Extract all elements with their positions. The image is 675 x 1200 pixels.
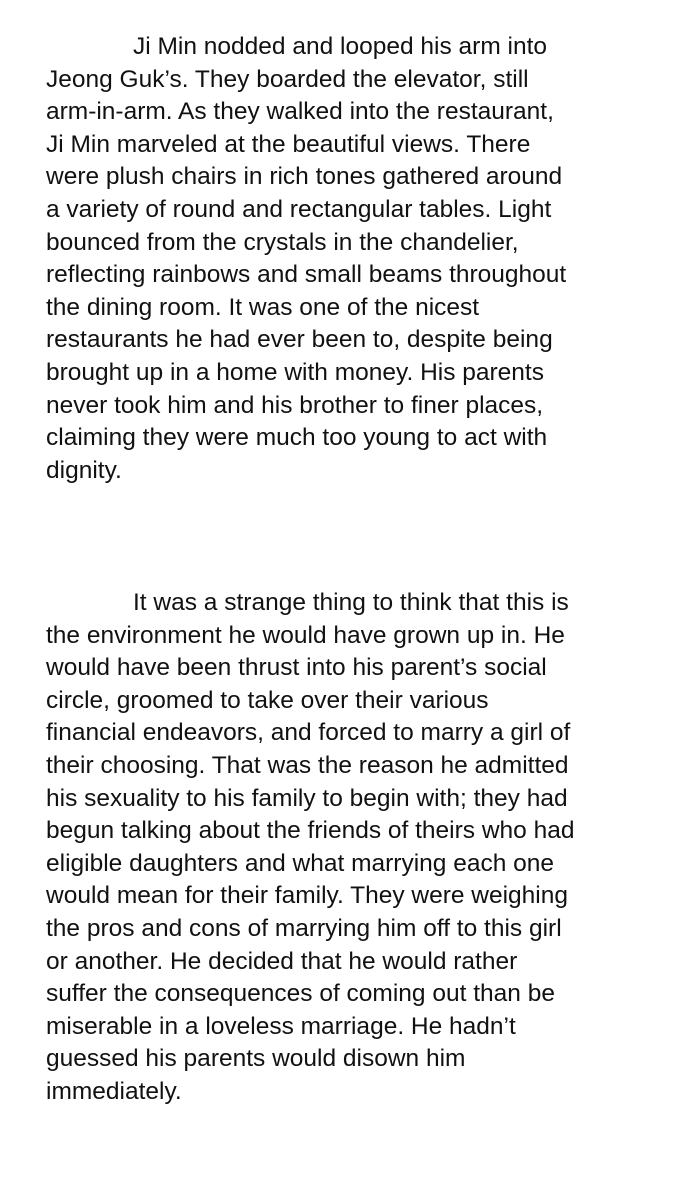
- text-line: the dining room. It was one of the nicest: [46, 293, 480, 321]
- text-line: financial endeavors, and forced to marry a girl of: [46, 719, 571, 747]
- text-line: would mean for their family. They were weighing: [46, 882, 569, 910]
- paragraph-1: [46, 31, 646, 487]
- text-line: guessed his parents would disown him: [46, 1045, 466, 1073]
- text-line: eligible daughters and what marrying each one: [46, 849, 555, 877]
- text-line: Ji Min marveled at the beautiful views. There: [46, 130, 531, 158]
- text-line: the pros and cons of marrying him off to this girl: [46, 914, 562, 942]
- paragraph-2: [46, 587, 646, 1109]
- text-line: his sexuality to his family to begin with; they had: [46, 784, 568, 812]
- text-line: arm-in-arm. As they walked into the restaurant,: [46, 98, 554, 126]
- text-line: reflecting rainbows and small beams throughout: [46, 261, 567, 289]
- text-line: bounced from the crystals in the chandelier,: [46, 228, 519, 256]
- text-line: suffer the consequences of coming out than be: [46, 980, 555, 1008]
- text-line: or another. He decided that he would rather: [46, 947, 518, 975]
- text-line: begun talking about the friends of theirs who had: [46, 817, 575, 845]
- text-line: would have been thrust into his parent’s social: [46, 654, 547, 682]
- text-line: circle, groomed to take over their various: [46, 686, 489, 714]
- text-line: immediately.: [46, 1077, 182, 1105]
- text-line: restaurants he had ever been to, despite being: [46, 326, 553, 354]
- text-line: Ji Min nodded and looped his arm into: [133, 33, 548, 60]
- text-line: were plush chairs in rich tones gathered around: [46, 163, 563, 191]
- text-line: never took him and his brother to finer places,: [46, 391, 544, 419]
- text-line: claiming they were much too young to act with: [46, 424, 548, 452]
- text-line: their choosing. That was the reason he admitted: [46, 751, 569, 779]
- text-line: It was a strange thing to think that this is: [133, 589, 569, 616]
- text-line: the environment he would have grown up in. He: [46, 621, 565, 649]
- text-line: Jeong Guk’s. They boarded the elevator, still: [46, 65, 529, 93]
- text-line: a variety of round and rectangular tables. Light: [46, 195, 552, 223]
- text-line: dignity.: [46, 456, 122, 484]
- text-line: miserable in a loveless marriage. He hadn’t: [46, 1012, 516, 1040]
- text-line: brought up in a home with money. His parents: [46, 358, 544, 386]
